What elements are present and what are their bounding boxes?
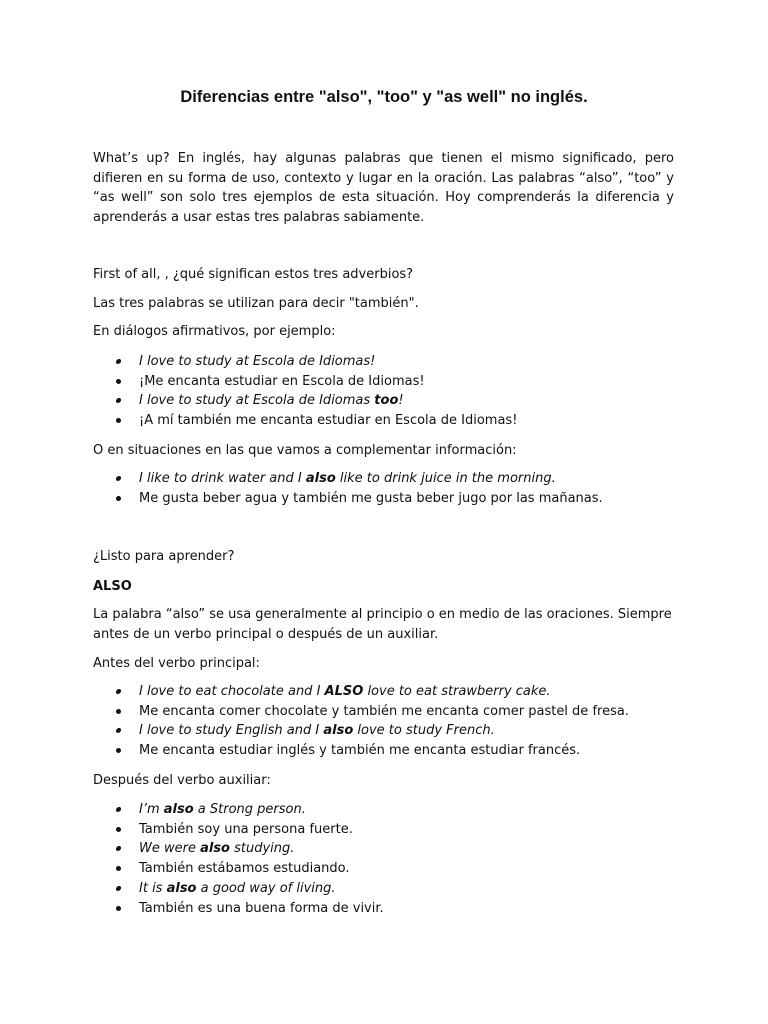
list-item: I love to study at Escola de Idiomas too! xyxy=(93,391,693,411)
complement-examples-list xyxy=(93,469,693,508)
also-heading: ALSO xyxy=(93,579,132,594)
before-main-verb-label: Antes del verbo principal: xyxy=(93,656,260,671)
list-item: I love to study English and I also love to study French. xyxy=(93,721,693,741)
list-item: ¡A mí también me encanta estudiar en Escola de Idiomas! xyxy=(93,411,693,431)
intro-paragraph: What’s up? En inglés, hay algunas palabras que tienen el mismo significado, pero difieren en su forma de uso, contexto y lugar en la oración. Las palabras “also”, “too” y “as well” son solo tres ejemplos de esta situación. Hoy comprenderás la diferencia y aprenderás a usar estas tres palabras sabiamente. xyxy=(93,151,674,225)
ready-question: ¿Listo para aprender? xyxy=(93,549,235,564)
affirmative-examples-list xyxy=(93,352,693,431)
list-item: I love to study at Escola de Idiomas! xyxy=(93,352,693,372)
affirmative-intro: En diálogos afirmativos, por ejemplo: xyxy=(93,324,336,339)
list-item: Me encanta estudiar inglés y también me encanta estudiar francés. xyxy=(93,741,693,761)
list-item: También soy una persona fuerte. xyxy=(93,820,693,840)
list-item: We were also studying. xyxy=(93,839,693,859)
before-main-verb-list xyxy=(93,682,693,761)
list-item: ¡Me encanta estudiar en Escola de Idiomas! xyxy=(93,372,693,392)
after-auxiliary-list xyxy=(93,800,693,918)
list-item: It is also a good way of living. xyxy=(93,879,693,899)
list-item: También estábamos estudiando. xyxy=(93,859,693,879)
complement-intro: O en situaciones en las que vamos a complementar información: xyxy=(93,443,517,458)
list-item: I’m also a Strong person. xyxy=(93,800,693,820)
list-item: I love to eat chocolate and I ALSO love to eat strawberry cake. xyxy=(93,682,693,702)
document-title: Diferencias entre "also", "too" y "as well" no inglés. xyxy=(180,88,588,106)
list-item: I like to drink water and I also like to drink juice in the morning. xyxy=(93,469,693,489)
meaning-paragraph: Las tres palabras se utilizan para decir "también". xyxy=(93,296,419,311)
list-item: Me gusta beber agua y también me gusta beber jugo por las mañanas. xyxy=(93,489,693,509)
list-item: También es una buena forma de vivir. xyxy=(93,899,693,919)
after-auxiliary-label: Después del verbo auxiliar: xyxy=(93,773,271,788)
first-of-all-question: First of all, , ¿qué significan estos tres adverbios? xyxy=(93,267,414,282)
also-description: La palabra “also” se usa generalmente al principio o en medio de las oraciones. Siempre antes de un verbo principal o después de un auxiliar. xyxy=(93,607,672,642)
list-item: Me encanta comer chocolate y también me encanta comer pastel de fresa. xyxy=(93,702,693,722)
